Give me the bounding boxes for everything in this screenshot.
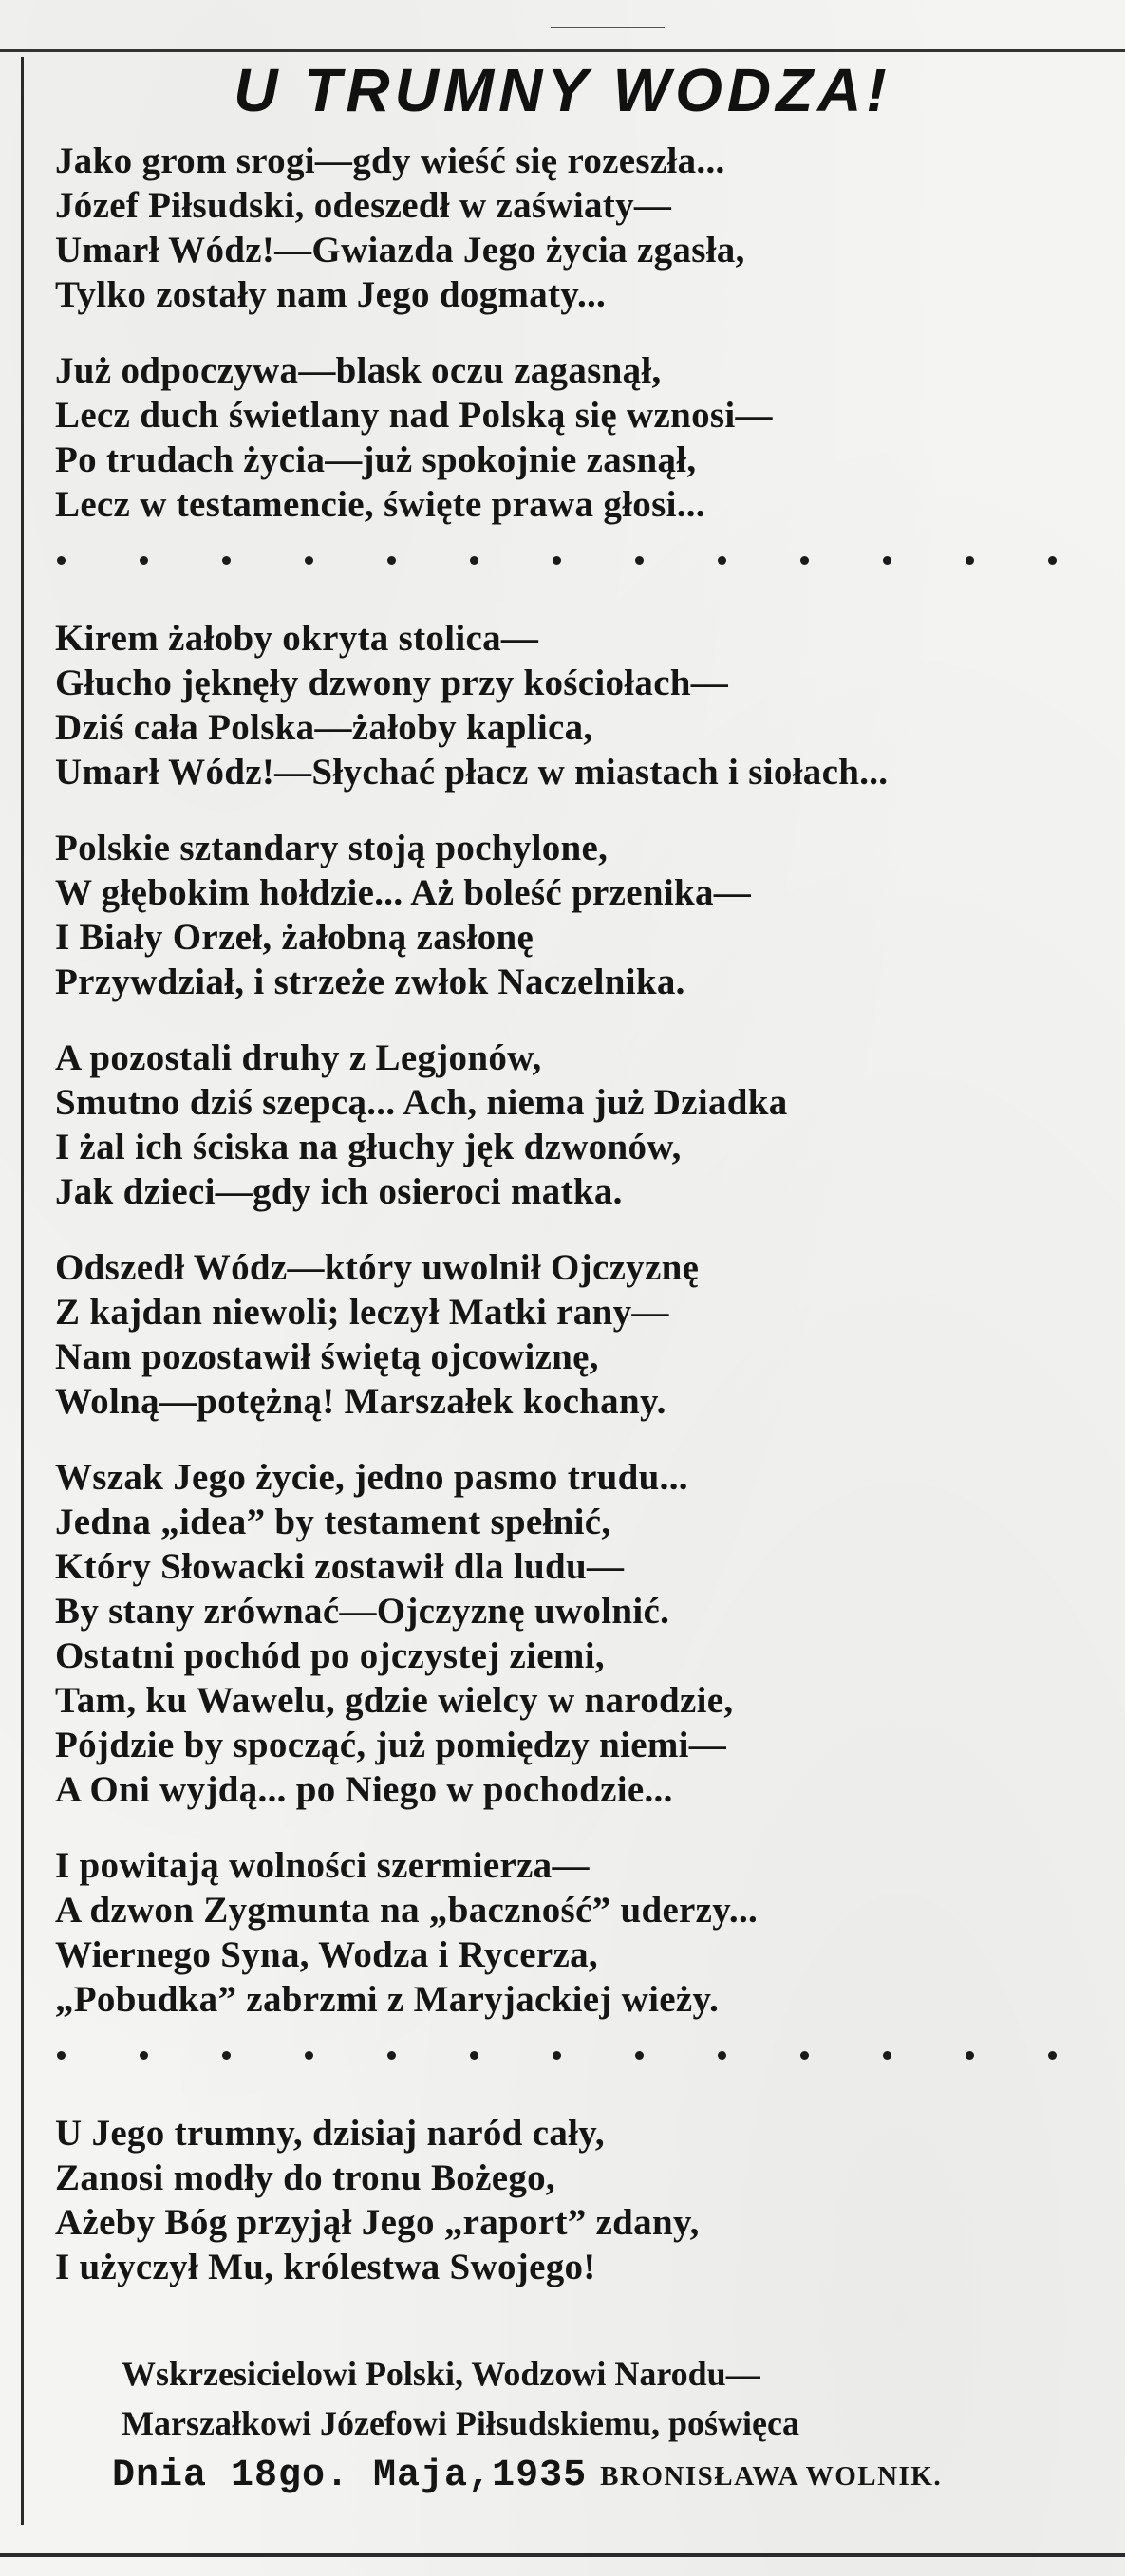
poem-line: I żal ich ściska na głuchy jęk dzwonów, [55,1127,682,1167]
separator-dot [966,556,974,565]
poem-line: Który Słowacki zostawił dla ludu— [55,1546,625,1587]
poem-line: Wszak Jego życie, jedno pasmo trudu... [55,1457,688,1498]
dedication-line: Wskrzesicielowi Polski, Wodzowi Narodu— [122,2355,760,2393]
separator-dot [305,556,313,565]
poem-line: Jak dzieci—gdy ich osieroci matka. [55,1171,623,1212]
separator-dot [718,2051,726,2060]
separator-dot [305,2051,313,2060]
poem-line: Ostatni pochód po ojczystej ziemi, [55,1635,605,1676]
left-border-rule [21,57,24,2525]
poem-line: Pójdzie by spocząć, już pomiędzy niemi— [55,1725,727,1765]
separator-dot [635,2051,644,2060]
poem-line: Tam, ku Wawelu, gdzie wielcy w narodzie, [55,1680,734,1721]
separator-dot [387,2051,396,2060]
stanza-2 [55,348,1099,527]
separator-dot [1048,556,1057,565]
poem-line: A dzwon Zygmunta na „baczność” uderzy... [55,1890,759,1931]
poem-line: Nam pozostawił świętą ojcowiznę, [55,1336,599,1377]
poem-line: Polskie sztandary stoją pochylone, [55,828,609,868]
poem-line: Jako grom srogi—gdy wieść się rozeszła... [55,140,725,181]
typed-date: Dnia 18go. Maja,1935 [112,2455,588,2497]
poem-line: Wiernego Syna, Wodza i Rycerza, [55,1934,598,1975]
dot-separator [55,547,1099,585]
poem-line: Jedna „idea” by testament spełnić, [55,1502,611,1542]
stanza-7 [55,1455,1099,1812]
stanza-1 [55,139,1099,317]
dot-separator [55,2042,1099,2080]
separator-dot [387,556,396,565]
poem-line: Wolną—potężną! Marszałek kochany. [55,1381,666,1422]
poem-title: U TRUMNY WODZA! [234,56,891,124]
poem-line: Umarł Wódz!—Słychać płacz w miastach i siołach... [55,752,889,793]
poem-line: Smutno dziś szepcą... Ach, niema już Dziadka [55,1082,788,1123]
poem-line: Dziś cała Polska—żałoby kaplica, [55,707,593,748]
separator-dot [57,556,66,565]
separator-dot [966,2051,974,2060]
separator-dot [635,556,644,565]
stanza-4 [55,826,1099,1004]
poem-line: Odszedł Wódz—który uwolnił Ojczyznę [55,1247,700,1288]
poem-line: I powitają wolności szermierza— [55,1845,590,1886]
top-rule [0,49,1125,52]
poem-line: Lecz duch świetlany nad Polską się wznosi— [55,395,773,436]
separator-dot [800,556,809,565]
poem-line: A Oni wyjdą... po Niego w pochodzie... [55,1769,673,1810]
separator-dot [553,556,561,565]
poem-line: Lecz w testamencie, święte prawa głosi... [55,484,705,525]
separator-dot [553,2051,561,2060]
dedication [122,2349,1109,2448]
separator-dot [222,556,231,565]
poem-line: I użyczył Mu, królestwa Swojego! [55,2247,596,2287]
poem-line: U Jego trumny, dzisiaj naród cały, [55,2113,605,2154]
author-name: BRONISŁAWA WOLNIK. [600,2461,943,2492]
poem-line: I Biały Orzeł, żałobną zasłonę [55,917,534,958]
separator-dot [140,2051,148,2060]
stanza-5 [55,1036,1099,1214]
signature-line [112,2455,1118,2497]
separator-dot [470,2051,478,2060]
poem-line: Tylko zostały nam Jego dogmaty... [55,274,607,315]
bottom-rule [0,2553,1125,2557]
poem-line: A pozostali druhy z Legjonów, [55,1037,542,1078]
poem-line: Ażeby Bóg przyjął Jego „raport” zdany, [55,2202,700,2243]
separator-dot [800,2051,809,2060]
poem-line: Z kajdan niewoli; leczył Matki rany— [55,1292,669,1333]
separator-dot [718,556,726,565]
poem-line: Józef Piłsudski, odeszedł w zaświaty— [55,185,672,226]
stanza-3 [55,616,1099,794]
stanza-9 [55,2111,1099,2289]
separator-dot [883,2051,891,2060]
separator-dot [222,2051,231,2060]
poem-line: W głębokim hołdzie... Aż boleść przenika— [55,872,752,913]
poem-line: Zanosi modły do tronu Bożego, [55,2157,555,2198]
poem-line: Już odpoczywa—blask oczu zagasnął, [55,350,662,391]
top-rule-fragment [551,27,665,28]
poem-line: Przywdział, i strzeże zwłok Naczelnika. [55,961,685,1002]
poem-line: „Pobudka” zabrzmi z Maryjackiej wieży. [55,1979,720,2020]
poem-line: By stany zrównać—Ojczyznę uwolnić. [55,1591,670,1632]
separator-dot [470,556,478,565]
separator-dot [140,556,148,565]
dedication-line: Marszałkowi Józefowi Piłsudskiemu, poświęca [122,2404,799,2442]
poem-body [55,139,1099,2321]
separator-dot [883,556,891,565]
separator-dot [1048,2051,1057,2060]
poem-line: Głucho jęknęły dzwony przy kościołach— [55,663,729,703]
stanza-8 [55,1843,1099,2022]
poem-line: Po trudach życia—już spokojnie zasnął, [55,439,697,480]
poem-line: Kirem żałoby okryta stolica— [55,618,539,659]
separator-dot [57,2051,66,2060]
poem-line: Umarł Wódz!—Gwiazda Jego życia zgasła, [55,230,745,271]
stanza-6 [55,1245,1099,1424]
